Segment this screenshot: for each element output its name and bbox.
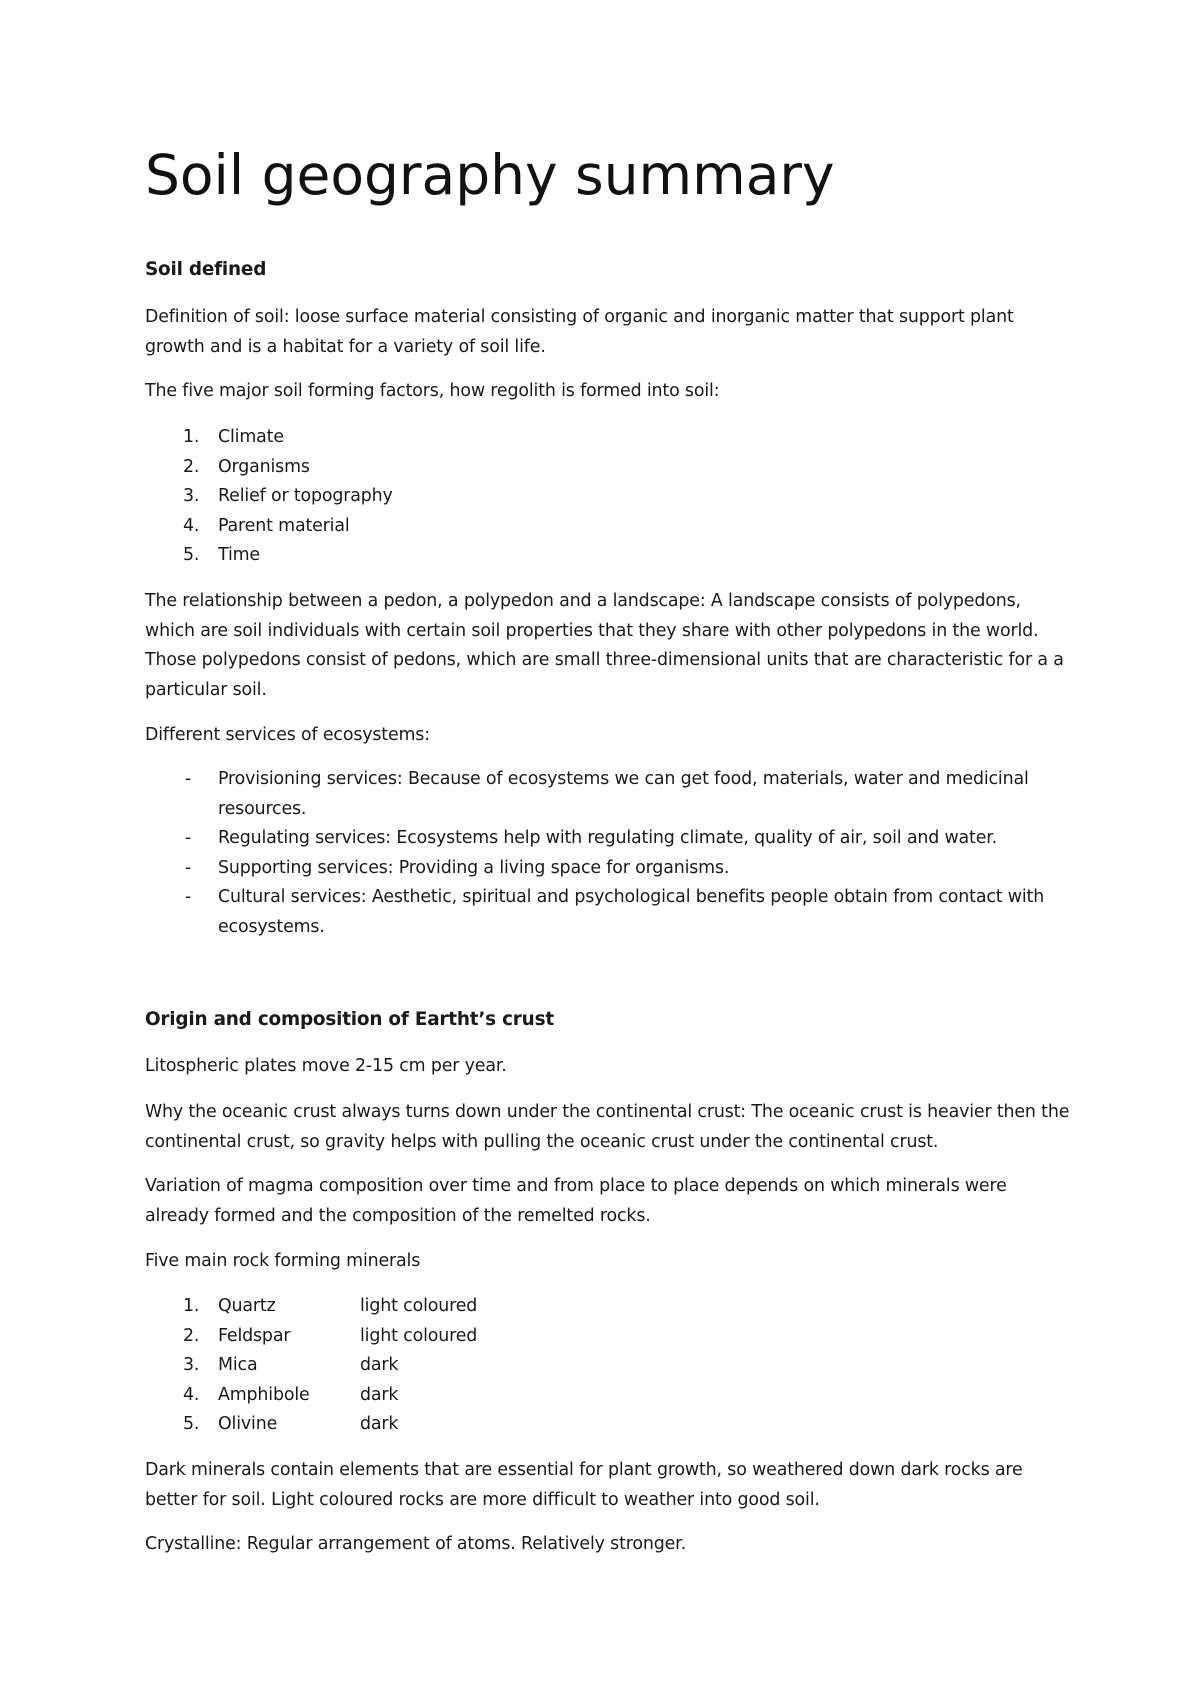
paragraph-minerals-intro: Five main rock forming minerals <box>145 1251 421 1271</box>
mineral-name: Olivine <box>218 1414 278 1435</box>
list-item-text: Climate <box>218 427 284 447</box>
list-item <box>145 883 1075 942</box>
paragraph-oceanic-crust: Why the oceanic crust always turns down under the continental crust: The oceanic crust is heavier then the continental crust, so gravity helps with pulling the oceanic crust under the continental crust. <box>145 1102 1070 1152</box>
mineral-name: Amphibole <box>218 1384 310 1405</box>
bullet-dash: - <box>185 828 192 849</box>
list-item <box>145 854 1075 884</box>
list-number: 2. <box>183 456 200 477</box>
mineral-colour: light coloured <box>360 1296 478 1316</box>
list-number: 5. <box>183 1414 200 1435</box>
list-number: 1. <box>183 1296 200 1316</box>
list-item <box>145 1410 1075 1440</box>
bullet-dash: - <box>185 887 192 908</box>
list-number: 5. <box>183 545 200 566</box>
list-item <box>145 1292 1075 1322</box>
section-heading-earth-crust: Origin and composition of Eartht’s crust <box>145 1009 554 1030</box>
list-item-text: Time <box>218 545 260 566</box>
mineral-name: Feldspar <box>218 1325 291 1346</box>
list-number: 4. <box>183 1384 200 1405</box>
mineral-colour: dark <box>360 1355 399 1376</box>
paragraph-dark-minerals: Dark minerals contain elements that are essential for plant growth, so weathered down dark rocks are better for soil. Light coloured rocks are more difficult to weather into good soil. <box>145 1460 1023 1510</box>
list-item <box>145 765 1075 824</box>
list-number: 1. <box>183 427 200 447</box>
bullet-dash: - <box>185 769 192 789</box>
list-item <box>145 1322 1075 1352</box>
list-item <box>145 482 1075 512</box>
list-item-text: Organisms <box>218 456 310 477</box>
paragraph-magma: Variation of magma composition over time and from place to place depends on which minerals were already formed and the composition of the remelted rocks. <box>145 1176 1007 1226</box>
section-heading-soil-defined: Soil defined <box>145 259 267 280</box>
list-item <box>145 541 1075 571</box>
list-number: 3. <box>183 486 200 507</box>
list-item-text: Provisioning services: Because of ecosystems we can get food, materials, water and medicinal resources. <box>218 769 1029 819</box>
list-number: 2. <box>183 1325 200 1346</box>
mineral-colour: light coloured <box>360 1325 478 1346</box>
list-item-text: Supporting services: Providing a living space for organisms. <box>218 857 730 878</box>
list-item-text: Regulating services: Ecosystems help with regulating climate, quality of air, soil and water. <box>218 828 998 849</box>
paragraph-plates: Litospheric plates move 2-15 cm per year. <box>145 1056 507 1076</box>
mineral-colour: dark <box>360 1414 399 1435</box>
soil-forming-factors-list <box>145 423 1075 571</box>
mineral-colour: dark <box>360 1384 399 1405</box>
list-number: 4. <box>183 515 200 536</box>
list-item <box>145 453 1075 483</box>
paragraph-definition: Definition of soil: loose surface material consisting of organic and inorganic matter that support plant growth and is a habitat for a variety of soil life. <box>145 307 1014 357</box>
paragraph-factors-intro: The five major soil forming factors, how regolith is formed into soil: <box>145 381 720 401</box>
list-item-text: Parent material <box>218 515 350 536</box>
list-item-text: Cultural services: Aesthetic, spiritual and psychological benefits people obtain from contact with ecosystems. <box>218 887 1045 937</box>
ecosystem-services-list <box>145 765 1075 943</box>
list-item <box>145 423 1075 453</box>
page-title: Soil geography summary <box>145 143 835 207</box>
rock-forming-minerals-list <box>145 1292 1075 1440</box>
paragraph-relationship: The relationship between a pedon, a polypedon and a landscape: A landscape consists of polypedons, which are soil individuals with certain soil properties that they share with other polypedons in the world. Those polypedons consist of pedons, which are small three-dimensional units that are characteristic for a a particular soil. <box>145 591 1064 700</box>
list-item <box>145 512 1075 542</box>
mineral-name: Quartz <box>218 1296 276 1316</box>
paragraph-services-intro: Different services of ecosystems: <box>145 725 430 745</box>
list-number: 3. <box>183 1355 200 1376</box>
bullet-dash: - <box>185 857 192 878</box>
paragraph-crystalline: Crystalline: Regular arrangement of atoms. Relatively stronger. <box>145 1534 686 1554</box>
list-item <box>145 1351 1075 1381</box>
list-item <box>145 1381 1075 1411</box>
list-item <box>145 824 1075 854</box>
list-item-text: Relief or topography <box>218 486 393 507</box>
mineral-name: Mica <box>218 1355 258 1376</box>
